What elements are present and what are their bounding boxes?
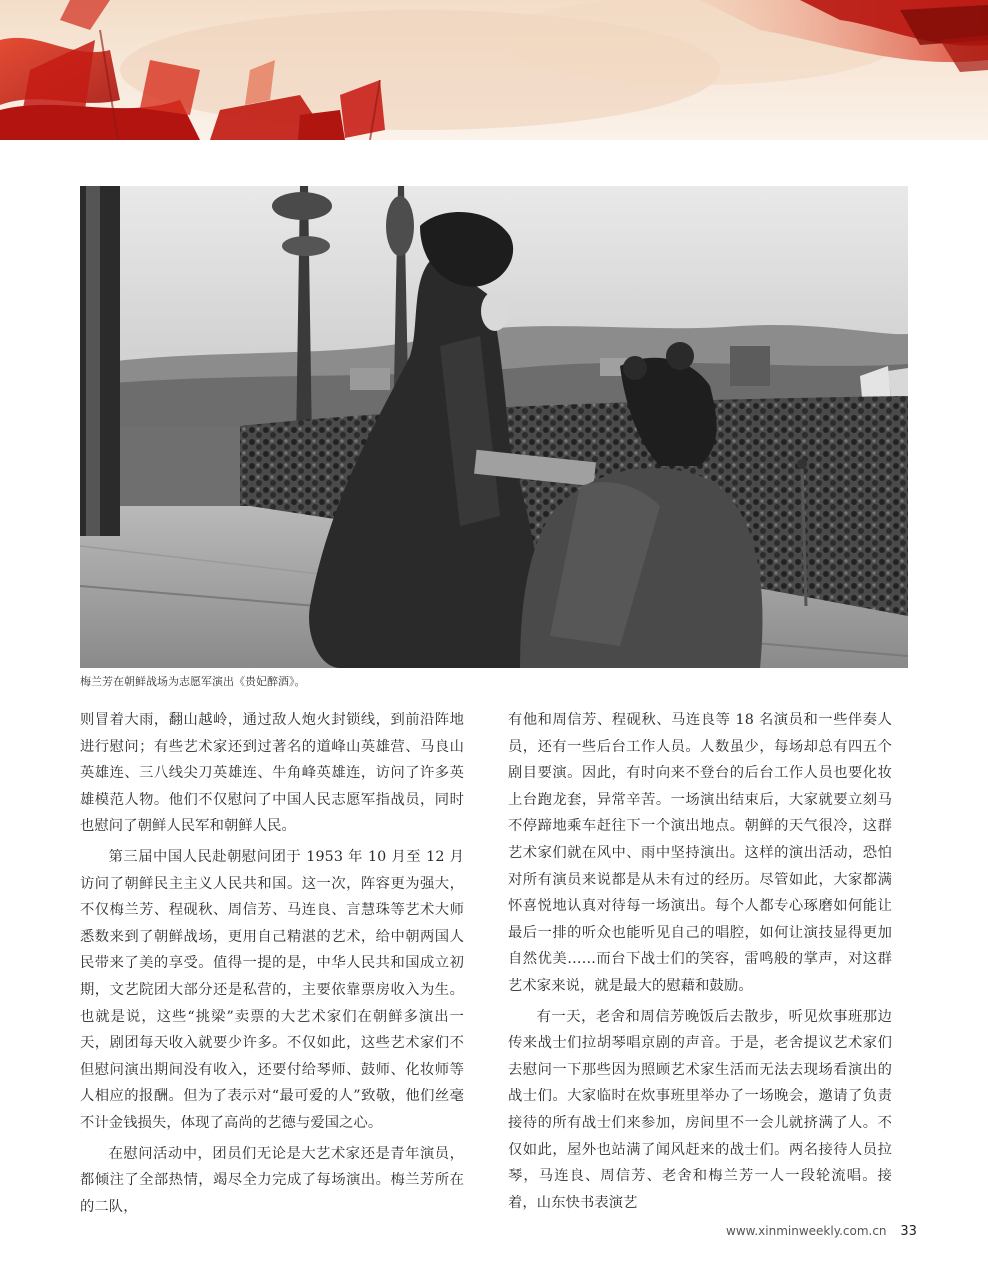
page-number: 33 [900,1224,917,1239]
paragraph: 第三届中国人民赴朝慰问团于 1953 年 10 月至 12 月访问了朝鲜民主主义人民共和国。这一次，阵容更为强大，不仅梅兰芳、程砚秋、周信芳、马连良、言慧珠等艺术大师悉数来到了朝鲜战场，更用自己精湛的艺术，给中朝两国人民带来了美的享受。值得一提的是，中华人民共和国成立初期，文艺院团大部分还是私营的，主要依靠票房收入为生。也就是说，这些“挑梁”卖票的大艺术家们在朝鲜多演出一天，剧团每天收入就要少许多。不仅如此，这些艺术家们不但慰问演出期间没有收入，还要付给琴师、鼓师、化妆师等人相应的报酬。但为了表示对“最可爱的人”致敬，他们丝毫不计金钱损失，体现了高尚的艺德与爱国之心。 [80,848,464,1131]
paragraph: 有一天，老舍和周信芳晚饭后去散步，听见炊事班那边传来战士们拉胡琴唱京剧的声音。于是，老舍提议艺术家们去慰问一下那些因为照顾艺术家生活而无法去现场看演出的战士们。大家临时在炊事班里举办了一场晚会，邀请了负责接待的所有战士们来参加，房间里不一会儿就挤满了人。不仅如此，屋外也站满了闻风赶来的战士们。两名接待人员拉琴，马连良、周信芳、老舍和梅兰芳一人一段轮流唱。接着，山东快书表演艺 [508,1008,892,1211]
header-banner [0,0,988,140]
paragraph: 在慰问活动中，团员们无论是大艺术家还是青年演员，都倾注了全部热情，竭尽全力完成了每场演出。梅兰芳所在的二队， [80,1145,464,1215]
opera-stage-photo-illustration [80,186,908,668]
paragraph: 有他和周信芳、程砚秋、马连良等 18 名演员和一些伴奏人员，还有一些后台工作人员。人数虽少，每场却总有四五个剧目要演。因此，有时向来不登台的后台工作人员也要化妆上台跑龙套，异常辛苦。一场演出结束后，大家就要立刻马不停蹄地乘车赶往下一个演出地点。朝鲜的天气很冷，这群艺术家们就在风中、雨中坚持演出。这样的演出活动，恐怕对所有演员来说都是从未有过的经历。尽管如此，大家都满怀喜悦地认真对待每一场演出。每个人都专心琢磨如何能让最后一排的听众也能听见自己的唱腔，如何让演技显得更加自然优美……而台下战士们的笑容，雷鸣般的掌声，对这群艺术家来说，就是最大的慰藉和鼓励。 [508,712,892,994]
paragraph: 则冒着大雨，翻山越岭，通过敌人炮火封锁线，到前沿阵地进行慰问；有些艺术家还到过著名的道峰山英雄营、马良山英雄连、三八线尖刀英雄连、牛角峰英雄连，访问了许多英雄模范人物。他们不仅慰问了中国人民志愿军指战员，同时也慰问了朝鲜人民军和朝鲜人民。 [80,712,464,835]
website-url: www.xinminweekly.com.cn [726,1224,887,1238]
red-flags-illustration [0,0,988,140]
article-column-left [80,707,464,1220]
photo-caption: 梅兰芳在朝鲜战场为志愿军演出《贵妃醉酒》。 [80,675,306,688]
article-column-right [508,707,892,1216]
performance-photo [80,186,908,668]
page-footer [726,1224,916,1239]
